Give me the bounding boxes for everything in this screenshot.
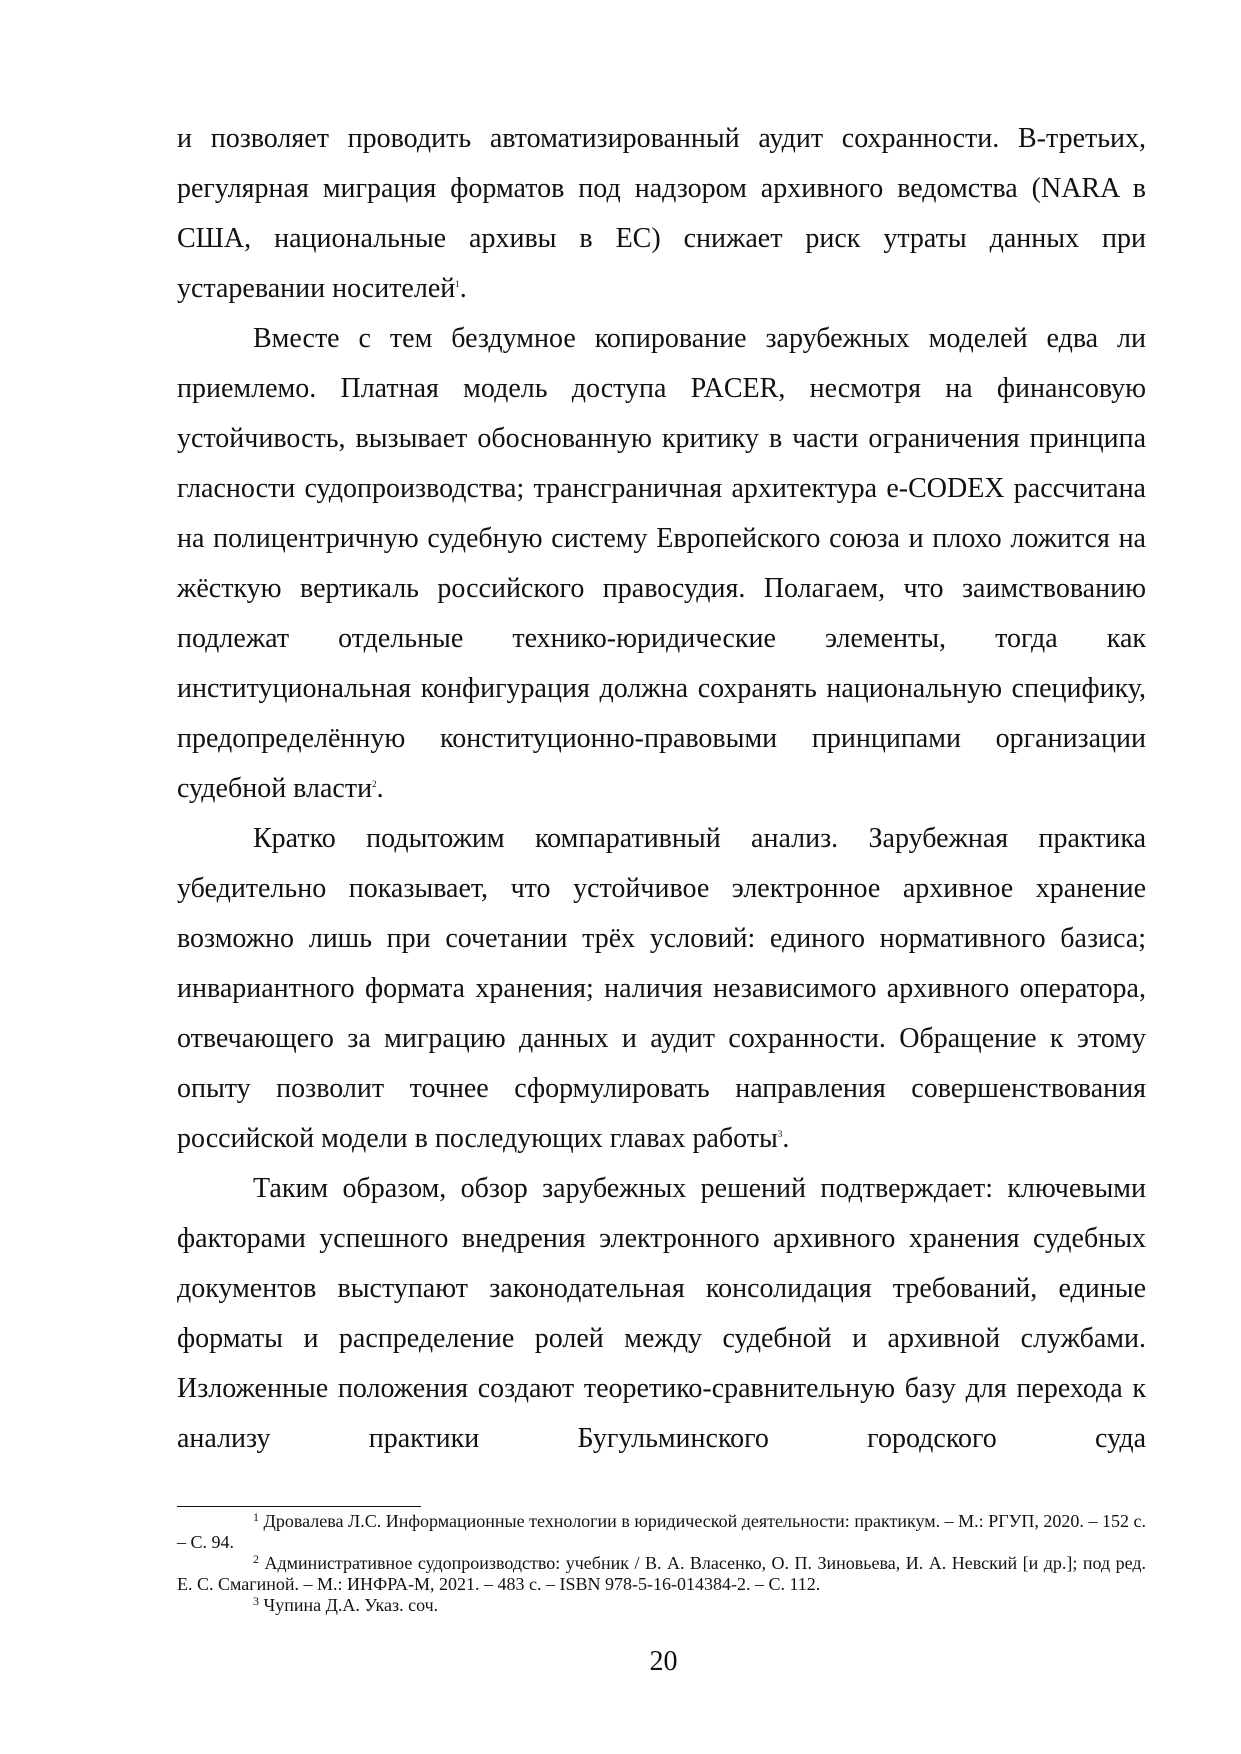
footnotes bbox=[177, 1511, 1146, 1616]
paragraph-3 bbox=[177, 814, 1146, 1164]
paragraph-2 bbox=[177, 314, 1146, 814]
paragraph-4 bbox=[177, 1164, 1146, 1464]
footnote-2-number: 2 bbox=[253, 1552, 259, 1566]
footnote-3-number: 3 bbox=[253, 1594, 259, 1608]
footnote-3-text: Чупина Д.А. Указ. соч. bbox=[263, 1595, 439, 1615]
body-text bbox=[177, 114, 1146, 1464]
footnote-1 bbox=[177, 1511, 1146, 1553]
paragraph-1-text: и позволяет проводить автоматизированный аудит сохранности. В-третьих, регулярная миграция форматов под надзором архивного ведомства (NARA в США, национальные архивы в ЕС) снижает риск утраты данных при устаревании носителей bbox=[177, 123, 1146, 304]
paragraph-3-text: Кратко подытожим компаративный анализ. Зарубежная практика убедительно показывает, что устойчивое электронное архивное хранение возможно лишь при сочетании трёх условий: единого нормативного базиса; инвариантного формата хранения; наличия независимого архивного оператора, отвечающего за миграцию данных и аудит сохранности. Обращение к этому опыту позволит точнее сформулировать направления совершенствования российской модели в последующих главах работы bbox=[177, 823, 1146, 1154]
footnote-ref-3[interactable]: 3 bbox=[777, 1129, 783, 1139]
footnote-2-text: Административное судопроизводство: учебник / В. А. Власенко, О. П. Зиновьева, И. А. Невский [и др.]; под ред. Е. С. Смагиной. – М.: ИНФРА-М, 2021. – 483 с. – ISBN 978-5-16-014384-2. – С. 112. bbox=[177, 1553, 1147, 1594]
paragraph-2-tail: . bbox=[376, 773, 384, 804]
paragraph-4-text: Таким образом, обзор зарубежных решений подтверждает: ключевыми факторами успешного внедрения электронного архивного хранения судебных документов выступают законодательная консолидация требований, единые форматы и распределение ролей между судебной и архивной службами. Изложенные положения создают теоретико-сравнительную базу для перехода к анализу практики Бугульминского городского суда bbox=[177, 1173, 1146, 1454]
footnote-2 bbox=[177, 1553, 1146, 1595]
footnote-1-text: Дровалева Л.С. Информационные технологии в юридической деятельности: практикум. – М.: РГУП, 2020. – 152 с. – С. 94. bbox=[177, 1511, 1147, 1552]
paragraph-2-text: Вместе с тем бездумное копирование зарубежных моделей едва ли приемлемо. Платная модель доступа PACER, несмотря на финансовую устойчивость, вызывает обоснованную критику в части ограничения принципа гласности судопроизводства; трансграничная архитектура e-CODEX рассчитана на полицентричную судебную систему Европейского союза и плохо ложится на жёсткую вертикаль российского правосудия. Полагаем, что заимствованию подлежат отдельные технико-юридические элементы, тогда как институциональная конфигурация должна сохранять национальную специфику, предопределённую конституционно-правовыми принципами организации судебной власти bbox=[177, 323, 1146, 804]
footnote-3 bbox=[177, 1595, 1146, 1616]
footnote-1-number: 1 bbox=[253, 1510, 259, 1524]
paragraph-1 bbox=[177, 114, 1146, 314]
paragraph-1-tail: . bbox=[459, 273, 467, 304]
footnote-separator bbox=[177, 1506, 421, 1507]
paragraph-3-tail: . bbox=[782, 1123, 790, 1154]
footnote-ref-1[interactable]: 1 bbox=[455, 279, 460, 289]
page-number: 20 bbox=[649, 1646, 678, 1677]
footnote-ref-2[interactable]: 2 bbox=[372, 779, 377, 789]
